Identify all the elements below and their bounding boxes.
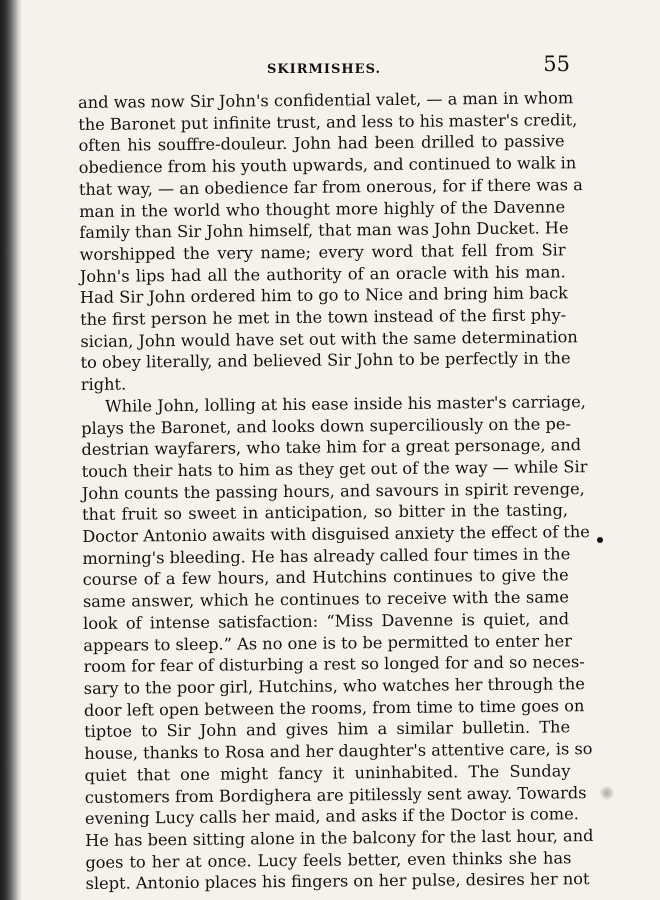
text-line: Had Sir John ordered him to go to Nice and bring him back	[79, 283, 569, 308]
text-line: obedience from his youth upwards, and continued to walk in	[78, 153, 577, 178]
text-line: the Baronet put infinite trust, and less to his master's credit,	[78, 109, 578, 134]
text-line: right.	[80, 374, 127, 395]
text-line: course of a few hours, and Hutchins continues to give the	[82, 565, 569, 590]
text-line: house, thanks to Rosa and her daughter's attentive care, is so	[84, 739, 593, 764]
text-line: slept. Antonio places his fingers on her pulse, desires her not	[85, 869, 590, 894]
text-line: and was now Sir John's confidential valet, — a man in whom	[78, 88, 574, 112]
text-line: room for fear of disturbing a rest so longed for and so neces-	[83, 652, 585, 677]
text-line: sician, John would have set out with the same determination	[80, 326, 578, 351]
text-line: customers from Bordighera are pitilessly sent away. Towards	[84, 782, 587, 807]
text-line: look of intense satisfaction: “Miss Davenne is quiet, and	[83, 609, 570, 633]
text-line: sary to the poor girl, Hutchins, who watches her through the	[83, 674, 585, 698]
text-line: destrian wayfarers, who take him for a great personage, and	[81, 435, 582, 460]
text-line: that fruit so sweet in anticipation, so bitter in the tasting,	[81, 500, 569, 525]
text-line: to obey literally, and believed Sir John to be perfectly in the	[80, 348, 571, 373]
text-line: quiet that one might fancy it uninhabited. The Sunday	[84, 761, 571, 785]
text-line: appears to sleep.” As no one is to be permitted to enter her	[83, 630, 573, 655]
page-number: 55	[543, 52, 570, 76]
text-line: While John, lolling at his ease inside his master's carriage,	[104, 391, 586, 416]
text-line: John's lips had all the authority of an oracle with his man.	[79, 261, 566, 286]
text-line: door left open between the rooms, from time to time goes on	[83, 695, 585, 720]
text-line: that way, — an obedience far from onerous, for if there was a	[78, 174, 583, 199]
text-line: same answer, which he continues to receive with the same	[82, 587, 569, 612]
running-head: SKIRMISHES.	[266, 62, 382, 77]
text-line: goes to her at once. Lucy feels better, even thinks she has	[85, 847, 572, 872]
page-header	[78, 52, 570, 78]
text-line: family than Sir John himself, that man was John Ducket. He	[79, 218, 569, 243]
text-line: worshipped the very name; every word that fell from Sir	[79, 240, 566, 264]
text-line: evening Lucy calls her maid, and asks if the Doctor is come.	[84, 804, 579, 829]
ink-smudge	[600, 786, 614, 800]
text-line: tiptoe to Sir John and gives him a similar bulletin. The	[84, 717, 571, 742]
body-text	[78, 87, 594, 895]
text-line: morning's bleeding. He has already called four times in the	[82, 544, 571, 568]
text-line: man in the world who thought more highly of the Davenne	[79, 196, 566, 221]
text-line: John counts the passing hours, and savours in spirit revenge,	[81, 478, 585, 503]
text-line: touch their hats to him as they get out of the way — while Sir	[81, 457, 588, 481]
text-line: He has been sitting alone in the balcony for the last hour, and	[85, 825, 594, 850]
text-line: often his souffre-douleur. John had been drilled to passive	[78, 131, 565, 156]
text-line: the first person he met in the town instead of the first phy-	[80, 305, 567, 330]
ink-dot	[597, 537, 603, 543]
page-binding-shadow	[0, 0, 22, 900]
text-line: plays the Baronet, and looks down superciliously on the pe-	[81, 413, 571, 438]
text-line: Doctor Antonio awaits with disguised anxiety the effect of the	[82, 522, 590, 547]
